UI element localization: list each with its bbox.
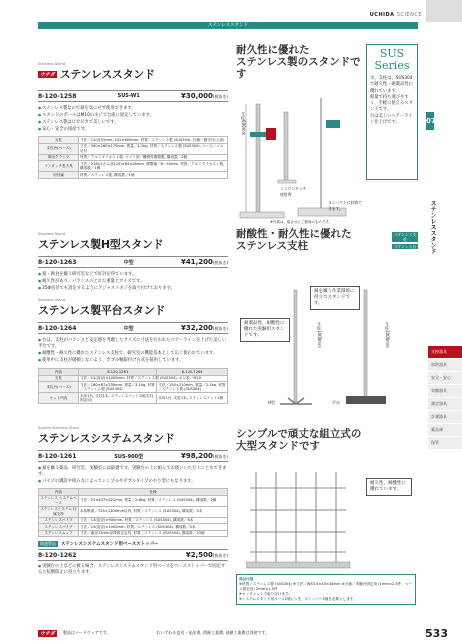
price-suffix: (税抜き) [212, 454, 228, 459]
list-item: ● 錆・腐食を嫌う研究室などで好評を得ています。 [38, 271, 228, 278]
sidebar-badges [392, 232, 418, 249]
sidebar-nav [428, 346, 462, 450]
sidebar-item-heating[interactable]: 加熱器具 [428, 359, 462, 372]
feature-list [38, 105, 228, 133]
table-row [39, 506, 228, 517]
spec-value: 寸法／180×87×230mm, 質量／3.1kg, 材質／ステンレス製 (SUS304) [79, 382, 157, 393]
feature-list [38, 465, 228, 485]
page-number: 533 [425, 626, 448, 640]
price-value: ¥98,200 [180, 452, 213, 460]
spec-value: 本体1台, 支柱1本, ステンレスナット1個 [157, 393, 228, 404]
product-model: 中型 [123, 325, 134, 332]
spec-key: ワンタッチ巻き具 [39, 161, 79, 172]
table-row [39, 161, 228, 172]
sus-title: SUS Series [374, 47, 410, 72]
spec-table [38, 488, 228, 537]
list-item: ● 耐酸性・耐久性に優れたステンレス支柱で、研究室の機能基本として広く使われています。 [38, 350, 228, 357]
product-model: 中型 [123, 259, 134, 266]
accessory-list [38, 563, 228, 576]
sidebar-item-measure[interactable]: 測定器具 [428, 398, 462, 411]
price [181, 452, 228, 460]
feature-list [38, 271, 228, 292]
list-item: ● 実験台の上などに被る場合、ステンレスシステムスタンド用ベースをベースストッパーで固定すると転倒防止に役立ちます。 [38, 563, 228, 576]
series-label: Stainless Stand [38, 62, 65, 66]
product-4 [38, 426, 228, 576]
column-header: 内容 [39, 489, 79, 496]
table-row [39, 172, 228, 179]
page-header [0, 0, 462, 22]
sidebar-item-chemical[interactable]: 薬品庫 [428, 424, 462, 437]
note-line: ※オンチャットで取り付けます。 [239, 592, 292, 596]
product-2 [38, 232, 228, 292]
spec-value: 材質／アルミダイカスト製, ツマミ部／難燃性樹脂製, 構成数／2個 [79, 154, 228, 161]
price-value: ¥41,200 [180, 258, 213, 266]
spec-value: 寸法／340×260×175mm, 質量／1.2kg, 材質／ステンレス製 (SUS304), ベース／ゴム足付 [79, 143, 228, 154]
spec-key: 萬用クランプ [39, 154, 79, 161]
product-code: 8-120-1263 [38, 258, 77, 266]
sus-text: 水、支柱は、SUS304で耐久性・耐薬品性に優れています。 限量で持ち運びやすく、手軽に使えるスタンドです。 台は美しいヘアーライン仕上げです。 [370, 76, 413, 126]
note-box [236, 574, 416, 605]
brand-name: UCHIDA [369, 12, 395, 18]
footer-note: 製品はハードウェアです。 [62, 630, 111, 635]
spec-value: 寸法／218(はさみ部120)×84×28mm, 開閉幅／8〜55mm, 材質／アルミダイカスト製, 構成数／1個 [79, 161, 228, 172]
list-item: ● 安心・安全の国産です。 [38, 126, 228, 133]
callout-4: 耐久性、耐酸性に優れています。 [366, 478, 412, 496]
note-line: ※システムスタンド用ベース1個につき、ストッパー2個を必要とします。 [239, 597, 357, 601]
spec-value: 本体1台, 支柱1本, ステンレスナット1個(支柱固定用) [79, 393, 157, 404]
brand-label [370, 12, 422, 18]
table-row [39, 530, 228, 537]
tab-number: 07 [426, 112, 434, 130]
stand-illustration-1 [236, 90, 364, 240]
column-header: 8-120-1263 [79, 369, 157, 376]
spec-value: 寸法／番径13mm径棒固定金具, 材質／ステンレス (SUS304), 構成数／23個 [79, 530, 228, 537]
price-value: ¥2,500 [185, 551, 213, 559]
callout-caption: ミニワンタッチ使用例 [280, 186, 307, 197]
badge: ステンレス台 [393, 244, 417, 249]
spec-key: 支柱 [39, 137, 79, 144]
sidebar-item-storage[interactable]: 保管 [428, 437, 462, 450]
price-value: ¥30,000 [180, 92, 213, 100]
dimension-label: 支柱1000mm [385, 322, 390, 348]
spec-value: 寸法／12(直径)×1000mm, 材質／ステンレス製 (SUS304), ネジ長／M10 [79, 375, 228, 382]
spec-key: 支柱 [39, 375, 79, 382]
accessory-title: ステンレスシステムスタンド用ベースストッパー [61, 542, 159, 547]
dimension-label: 支柱1000mm [317, 322, 322, 348]
feature-heading-1: 耐久性に優れた ステンレス製のスタンドです [236, 44, 361, 81]
spec-key: 支柱台(ベース) [39, 382, 79, 393]
spec-key: ステンレス システムベース [40, 496, 77, 505]
callout-caption: ヨンパクトに収納できます。 [328, 200, 362, 211]
product-code: 8-120-1261 [38, 452, 77, 460]
series-label: System Stainless Stand [38, 426, 80, 430]
code-bar [38, 450, 228, 462]
spec-key: ステンレスパイプ [39, 524, 79, 531]
product-model: SUS-900型 [114, 453, 144, 460]
column-header: 8-120-1264 [157, 369, 228, 376]
list-item: ● ステンレス製はピカピカで美しいです。 [38, 119, 228, 126]
spec-key: 支柱台(ベース) [39, 143, 79, 154]
feature-list [38, 337, 228, 364]
list-item: ● パイプの溝設や組み方によってシンプルやダブルタイプのやり型にもなります。 [38, 478, 228, 485]
note-title: 商品仕様 [239, 577, 254, 581]
product-1 [38, 62, 228, 179]
system-stand-illustration [246, 470, 366, 570]
photo-caption: ※写真は、組合せにご使用のものです。 [270, 220, 333, 224]
spec-key: ステンレスパイプ [39, 517, 79, 524]
spec-table [38, 368, 228, 404]
code-bar [38, 90, 228, 102]
code-bar [38, 256, 228, 268]
accessory-price [186, 551, 228, 559]
table-row [39, 143, 228, 154]
stand-type-label: H型 [268, 400, 276, 405]
spec-key: セット内容 [39, 393, 79, 404]
product-title: ステンレススタンド [59, 68, 155, 81]
accessory-code-bar [38, 549, 228, 561]
category-bar: ステンレススタンド [38, 22, 418, 29]
footer-tagline: わいずれる直送・発品書, 図画工業費, 部値工業費は別途です。 [156, 630, 270, 635]
spec-value: 寸法／13(直径)×900mm, 材質／ステンレス (SUS304), 構成数／6本 [79, 517, 228, 524]
table-row [39, 495, 228, 506]
spec-key: ステンレスムッフ [39, 530, 79, 537]
spec-table [38, 136, 228, 179]
feature-heading-2: 耐酸性・耐久性に優れた ステンレス支柱 [236, 228, 352, 253]
product-code: 8-120-1258 [38, 92, 77, 100]
accessory-header [38, 541, 228, 547]
list-item: ● 25Φ直径でも設定するようにアジャストネジを取り付けております。 [38, 285, 228, 292]
spec-value: 寸法／12(直径)mm, 142×600mm, 材質／ステンレス製 (SUS304), 仕様／継手付(上部) [79, 137, 228, 144]
footer-logo: ウチダ [40, 630, 55, 637]
sidebar-item-safety[interactable]: 安全・安心 [428, 372, 462, 385]
list-item: ● スタンドのポールはM10のネジで台座に固定しています。 [38, 112, 228, 119]
price-suffix: (税抜き) [212, 326, 228, 331]
list-item: ● 錆を嫌う薬品、研究室、実験室には最適です。実験台の上に組んでお使いいただくこともできます。 [38, 465, 228, 478]
product-title: ステンレスシステムスタンド [38, 432, 175, 445]
callout-2b: 耐薬品性、耐酸性に優れた実験用スタンドです。 [240, 318, 290, 342]
table-row [39, 393, 228, 404]
series-label: Stainless Stand [38, 298, 65, 302]
list-item: ● 台は、支柱がバランスと安定感を考慮したサイズに寸法を行われたベアーラインを上げた美しい平台です。 [38, 337, 228, 350]
product-model: SUS-W1 [117, 93, 140, 99]
spec-value: 寸法／13(直径)×1000mm, 材質／ステンレス (SUS304), 構成数／5本 [79, 524, 228, 531]
product-title: ステンレス製H型スタンド [38, 238, 164, 251]
price-value: ¥32,200 [180, 324, 213, 332]
list-item: ● 耐久性があり、バランスのとれた重量とサイズです。 [38, 278, 228, 285]
spec-key: 同付属 [39, 172, 79, 179]
section-name: SCIENCE [396, 12, 422, 18]
price-suffix: (税抜き) [212, 260, 228, 265]
stand-type-label: 平台 [332, 400, 340, 405]
product-title: ステンレス製平台スタンド [38, 304, 166, 317]
sidebar-item-support[interactable]: 支持器具 [428, 346, 462, 359]
spec-value: 寸法／150×210mm, 質量／2.3kg, 材質／ステンレス製 (SUS304) [157, 382, 228, 393]
badge: ステンレス支柱 [393, 232, 417, 242]
accessory-tag: 関連製品 [40, 541, 56, 546]
price [181, 258, 228, 266]
sidebar-item-instrument[interactable]: 計測器具 [428, 411, 462, 424]
spec-value: 材質／ステンレス製, 構成数／1個 [79, 172, 228, 179]
product-title-row [38, 66, 228, 82]
spec-value: 本体断面／725×1300mm以内, 材質／ステンレス (SUS304), 構成数／3本 [79, 506, 228, 517]
column-header: 仕様 [79, 489, 228, 496]
product-3 [38, 298, 228, 404]
table-row [39, 382, 228, 393]
series-label: Stainless Stand [38, 232, 65, 236]
column-header: 内容 [39, 369, 79, 376]
page-footer [0, 622, 462, 644]
accessory-code: 8-120-1262 [38, 551, 77, 559]
header-corner-block [426, 0, 462, 22]
feature-heading-4: シンプルで頑丈な組立式の 大型スタンドです [236, 428, 362, 453]
callout-2a: 錆を嫌う作業環境に役立つスタンドです。 [310, 286, 360, 310]
sus-series-box [366, 44, 418, 180]
sidebar-section-title: ステンレススタンド [429, 200, 436, 254]
price [181, 92, 228, 100]
product-code: 8-120-1264 [38, 324, 77, 332]
stand-illustration-2 [236, 280, 396, 420]
price-suffix: (税抜き) [212, 553, 228, 558]
sidebar-item-lab[interactable]: 実験器具 [428, 385, 462, 398]
code-bar [38, 322, 228, 334]
uchida-logo: ウチダ [40, 71, 55, 78]
list-item: ● 使用中に支柱が破損しないよう、ボブル軸取付け方式を採用しています。 [38, 357, 228, 364]
dimension-label: 支柱600mm [241, 112, 246, 136]
spec-key: ステンレスシステム 付属支持 [40, 507, 77, 516]
price [181, 324, 228, 332]
spec-value: 寸法／25×437×321mm, 質量／2.6kg, 材質／ステンレス (SUS304), 構成数／2個 [79, 495, 228, 506]
list-item: ● ステンレス製なので錆を気にせず使用できます。 [38, 105, 228, 112]
price-suffix: (税抜き) [212, 94, 228, 99]
note-line: ※材質／ステンレス製 (SUS304) ※寸法／W53.5×40×34mm ※万値／実験台固定用 (1mm×2.5件、ベース固定用) 2mm×1.5件 [239, 582, 412, 591]
